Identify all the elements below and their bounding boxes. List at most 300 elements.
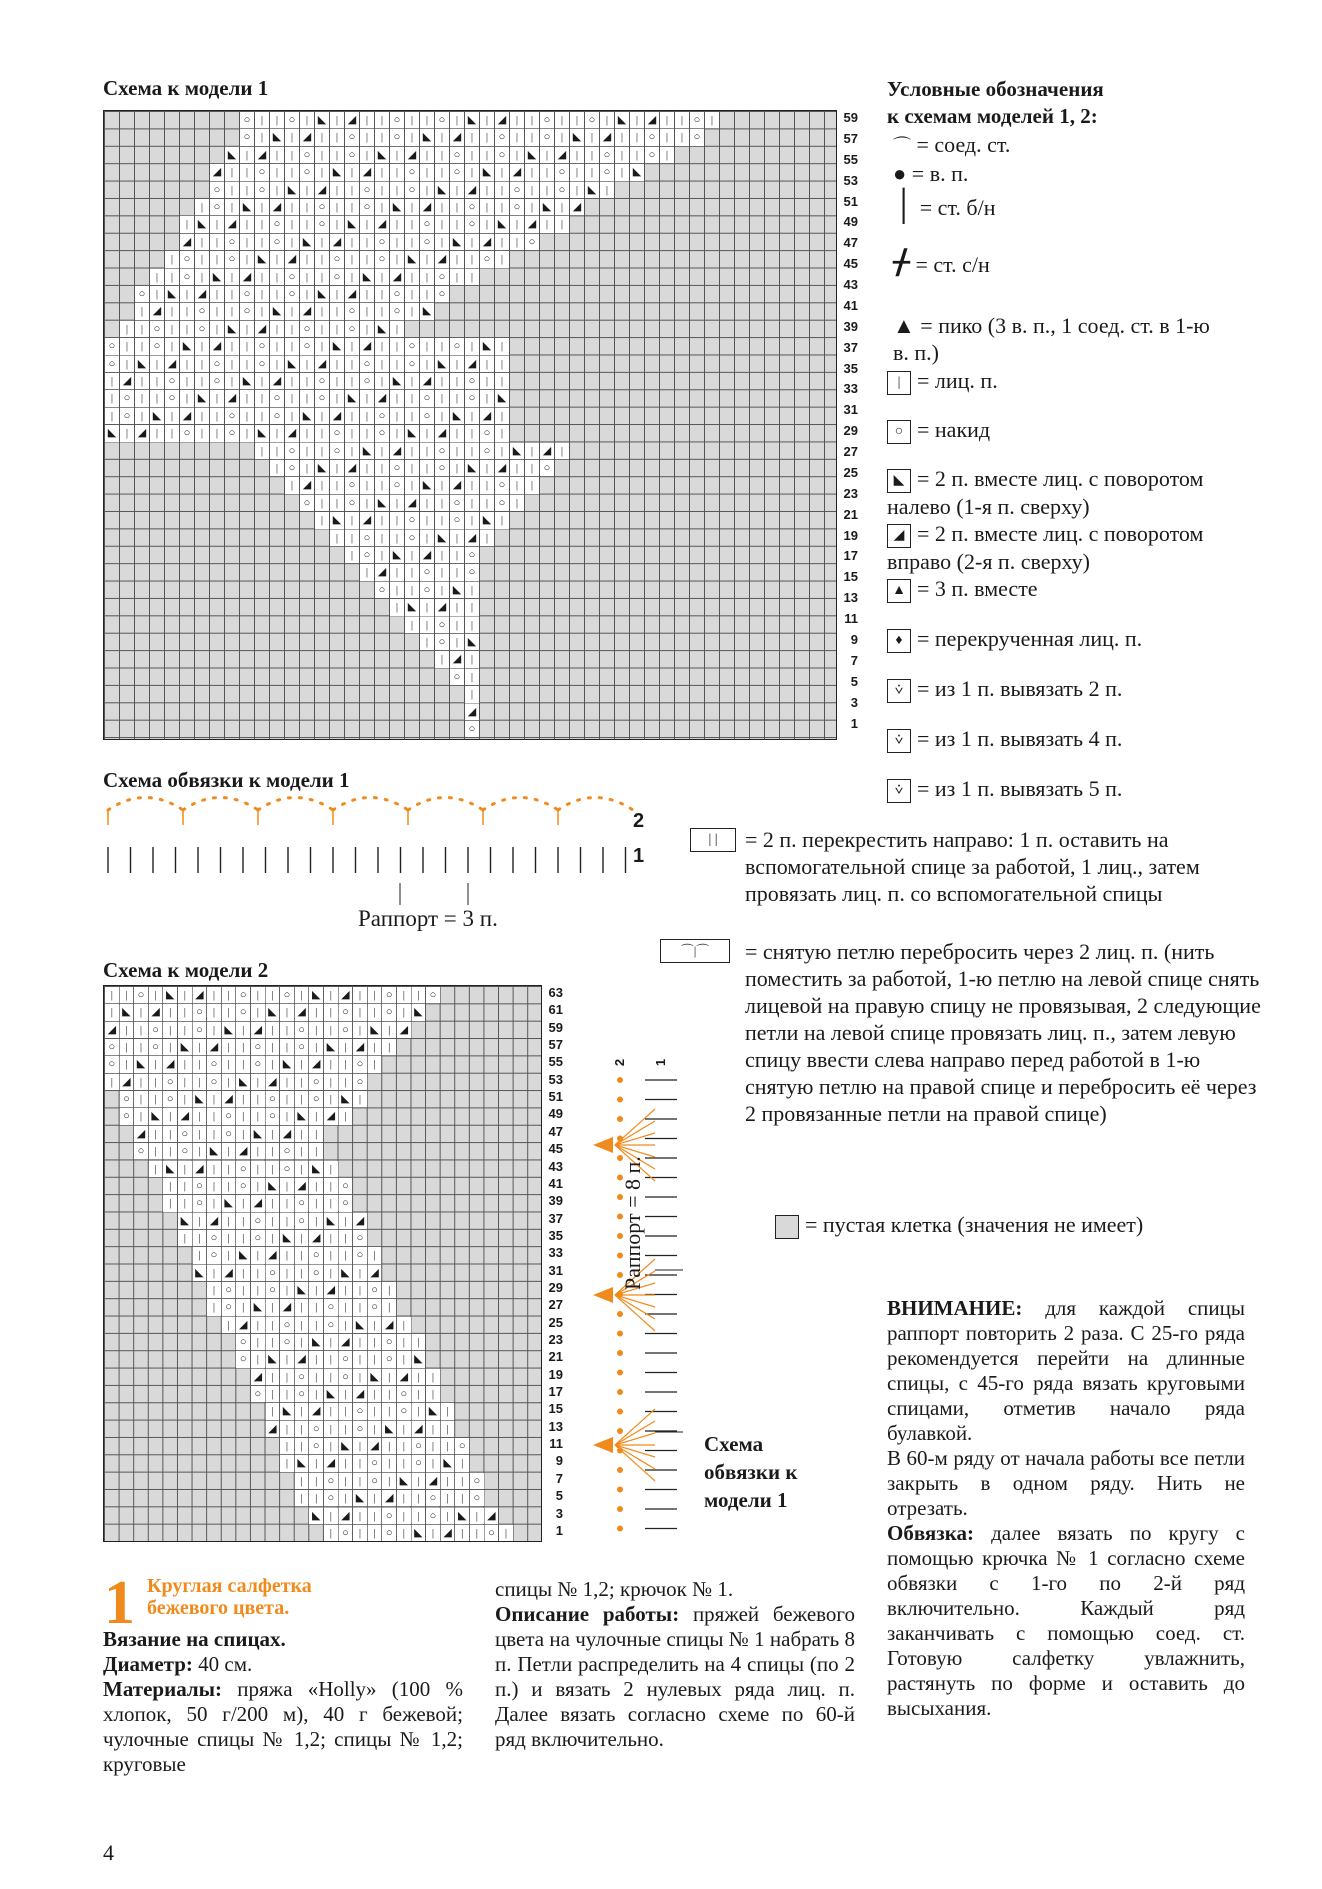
chart-cell: | — [368, 1056, 382, 1072]
description-label: Описание работы: — [495, 1602, 680, 1626]
chart-cell: ◣ — [426, 1403, 440, 1419]
chart-cell: | — [390, 234, 404, 250]
chart-cell: ◣ — [375, 321, 389, 337]
chart-cell: | — [375, 338, 389, 354]
row-number: 43 — [548, 1158, 563, 1174]
chart-cell: | — [510, 129, 524, 145]
chart-cell: | — [353, 1455, 367, 1471]
chart-cell: | — [353, 1351, 367, 1367]
chart-cell: | — [255, 303, 269, 319]
chart-cell: ○ — [435, 269, 449, 285]
row-number: 45 — [843, 256, 858, 272]
chart-cell: | — [660, 129, 674, 145]
chart-cell: | — [324, 1508, 338, 1524]
chart-cell: | — [390, 147, 404, 163]
chart-cell: ○ — [465, 721, 479, 737]
chart-cell: | — [295, 1056, 309, 1072]
chart-cell: ◢ — [465, 530, 479, 546]
chart-cell: ○ — [193, 1022, 207, 1038]
chart-cell: ◢ — [339, 987, 353, 1003]
chart-cell: ○ — [465, 199, 479, 215]
row-number: 15 — [548, 1401, 563, 1417]
chart-cell: | — [375, 199, 389, 215]
chart-cell: | — [441, 1508, 455, 1524]
chart-cell: | — [251, 1004, 265, 1020]
chart-cell: | — [540, 182, 554, 198]
chart-cell: | — [165, 425, 179, 441]
chart-cell: ◢ — [149, 1004, 163, 1020]
k2tog-right-icon: ◢ — [887, 524, 911, 548]
single-crochet-icon: │ — [893, 189, 915, 222]
chart-cell: ○ — [420, 216, 434, 232]
chart-cell: | — [390, 338, 404, 354]
chart-cell: | — [251, 1074, 265, 1090]
chart-cell: ○ — [375, 234, 389, 250]
chart-cell: | — [339, 1455, 353, 1471]
chart-cell: | — [330, 356, 344, 372]
chart-cell: ◢ — [255, 147, 269, 163]
chart-cell: ○ — [280, 1334, 294, 1350]
chart-cell: | — [315, 495, 329, 511]
chart-cell: ○ — [300, 321, 314, 337]
chart-cell: | — [330, 495, 344, 511]
row-number: 19 — [548, 1366, 563, 1382]
legend-text: = лиц. п. — [917, 368, 998, 393]
chart-cell: ○ — [207, 1230, 221, 1246]
chart-cell: | — [207, 1022, 221, 1038]
chart-cell: ○ — [382, 1525, 396, 1541]
legend-item-k2tog-right — [887, 520, 1247, 575]
chart-cell: ◢ — [345, 460, 359, 476]
chart-cell: | — [405, 199, 419, 215]
chart-cell: ○ — [330, 251, 344, 267]
chart-cell: | — [285, 408, 299, 424]
chart-cell: | — [615, 129, 629, 145]
chart-cell: | — [236, 1126, 250, 1142]
chart-cell: | — [207, 1178, 221, 1194]
chart-cell: ◢ — [435, 251, 449, 267]
chart-cell: ○ — [178, 1126, 192, 1142]
chart-cell: ○ — [390, 112, 404, 128]
chart-cell: ○ — [225, 251, 239, 267]
chart-cell: | — [330, 530, 344, 546]
chart-cell: | — [397, 1490, 411, 1506]
row-number: 47 — [843, 235, 858, 251]
chart-cell: ○ — [120, 1108, 134, 1124]
chart-cell: | — [345, 199, 359, 215]
chart-cell: ◢ — [397, 1369, 411, 1385]
chart-cell: | — [324, 1004, 338, 1020]
chart-cell: ◣ — [225, 147, 239, 163]
chart-cell: ○ — [600, 147, 614, 163]
chart-cell: | — [435, 216, 449, 232]
chart-cell: | — [405, 269, 419, 285]
legend-item-k3tog — [887, 575, 1038, 603]
chart-cell: | — [525, 112, 539, 128]
chart-cell: | — [195, 425, 209, 441]
chart-cell: | — [330, 147, 344, 163]
chart-cell: | — [295, 1421, 309, 1437]
chart-cell: ○ — [210, 199, 224, 215]
chart-cell: ○ — [405, 512, 419, 528]
chart-cell: | — [251, 1091, 265, 1107]
chart-cell: ◣ — [345, 216, 359, 232]
chart-cell: | — [134, 1004, 148, 1020]
chart1-title: Схема к модели 1 — [103, 76, 269, 100]
chart-cell: | — [324, 1421, 338, 1437]
chart-cell: ○ — [315, 199, 329, 215]
chart-cell: | — [105, 1074, 119, 1090]
chart-cell: ◢ — [324, 1282, 338, 1298]
chart-cell: | — [420, 182, 434, 198]
chart-cell: | — [382, 1455, 396, 1471]
chart-cell: ○ — [426, 1490, 440, 1506]
chart-cell: ○ — [645, 147, 659, 163]
chart-cell: | — [368, 1403, 382, 1419]
chart-cell: | — [390, 390, 404, 406]
chart-cell: | — [405, 582, 419, 598]
chart-cell: | — [225, 303, 239, 319]
chart-cell: | — [236, 1056, 250, 1072]
chart-cell: | — [455, 1525, 469, 1541]
chart-cell: | — [525, 477, 539, 493]
chart-cell: | — [339, 1299, 353, 1315]
chart-cell: | — [480, 460, 494, 476]
row-number: 55 — [843, 151, 858, 167]
chart-cell: | — [280, 1091, 294, 1107]
chart-cell: ○ — [390, 460, 404, 476]
chart-cell: ◣ — [360, 269, 374, 285]
chart-cell: | — [120, 1039, 134, 1055]
chart-cell: | — [266, 1334, 280, 1350]
chart-cell: ○ — [360, 199, 374, 215]
chart-cell: | — [135, 390, 149, 406]
chart-cell: | — [163, 1143, 177, 1159]
chart-cell: ◢ — [150, 303, 164, 319]
edging-dot — [617, 1526, 623, 1532]
chart-cell: ◣ — [405, 599, 419, 615]
chart-cell: | — [309, 1126, 323, 1142]
chart-cell: | — [397, 1317, 411, 1333]
chart-cell: ○ — [345, 495, 359, 511]
chart-cell: ◢ — [450, 477, 464, 493]
chart-cell: | — [195, 251, 209, 267]
chart-cell: ○ — [300, 147, 314, 163]
chart-cell: | — [280, 1022, 294, 1038]
chart-cell: | — [495, 164, 509, 180]
chart-cell: | — [324, 1438, 338, 1454]
legend-text: = пико (3 в. п., 1 соед. ст. в 1-ю в. п.) — [893, 313, 1210, 365]
chart-cell: | — [315, 269, 329, 285]
chart-cell: ○ — [309, 1074, 323, 1090]
chart-cell: ◣ — [225, 321, 239, 337]
chart-cell: | — [300, 443, 314, 459]
chart-cell: ○ — [405, 530, 419, 546]
chart-cell: ◣ — [324, 1039, 338, 1055]
chart-cell: ◣ — [222, 1195, 236, 1211]
chart-cell: | — [225, 373, 239, 389]
chart-cell: | — [163, 1195, 177, 1211]
chart-cell: ◣ — [360, 443, 374, 459]
chart-cell: | — [525, 182, 539, 198]
chart-cell: ◢ — [280, 1299, 294, 1315]
row-number: 9 — [555, 1453, 563, 1469]
chart-cell: ○ — [353, 1074, 367, 1090]
chart-cell: | — [225, 356, 239, 372]
chart-cell: | — [324, 1161, 338, 1177]
row-number: 59 — [843, 110, 858, 125]
chart-cell: ○ — [295, 1195, 309, 1211]
chart-cell: | — [570, 182, 584, 198]
chart-cell: | — [435, 129, 449, 145]
chart-cell: | — [285, 373, 299, 389]
chart-cell: | — [236, 1091, 250, 1107]
chart-cell: ○ — [495, 477, 509, 493]
legend-item-inc4 — [887, 725, 1122, 753]
chart-cell: ◢ — [405, 495, 419, 511]
chart-cell: | — [251, 1351, 265, 1367]
chart-cell: ○ — [309, 1091, 323, 1107]
chart-cell: | — [255, 112, 269, 128]
chart-cell: | — [368, 1351, 382, 1367]
chart-cell: | — [495, 408, 509, 424]
chart-cell: | — [222, 1247, 236, 1263]
chart2-row-numbers — [541, 985, 571, 1545]
chart-cell: | — [149, 1143, 163, 1159]
chart-cell: | — [225, 199, 239, 215]
chart-cell: ◢ — [570, 199, 584, 215]
chart-cell: ○ — [149, 1022, 163, 1038]
model-title-line2: бежевого цвета. — [147, 1597, 290, 1619]
chart-cell: | — [280, 1247, 294, 1263]
chart-cell: ○ — [240, 286, 254, 302]
chart-cell: | — [309, 1490, 323, 1506]
chart-cell: | — [450, 251, 464, 267]
chart-cell: | — [280, 1421, 294, 1437]
chart-cell: | — [270, 321, 284, 337]
chart-cell: ◢ — [240, 269, 254, 285]
chart-cell: | — [178, 1074, 192, 1090]
k2tog-left-icon: ◣ — [887, 469, 911, 493]
row-number: 3 — [555, 1505, 563, 1521]
chart-cell: ◣ — [368, 1369, 382, 1385]
chart-cell: ○ — [525, 234, 539, 250]
model-technique: Вязание на спицах. — [103, 1627, 286, 1651]
chart-cell: | — [150, 425, 164, 441]
legend-text: = перекрученная лиц. п. — [917, 626, 1143, 651]
chart-cell: | — [705, 112, 719, 128]
chart-cell: ◢ — [225, 390, 239, 406]
chart-cell: | — [178, 1022, 192, 1038]
chart-cell: ◢ — [135, 425, 149, 441]
chart-cell: ○ — [150, 338, 164, 354]
chart-cell: | — [382, 1022, 396, 1038]
chart-cell: | — [285, 129, 299, 145]
chart-cell: ○ — [300, 338, 314, 354]
chart-cell: | — [266, 987, 280, 1003]
chart-cell: ○ — [465, 390, 479, 406]
chart-cell: | — [615, 147, 629, 163]
chart-cell: | — [255, 216, 269, 232]
edging-dot — [617, 1350, 623, 1356]
chart-cell: | — [222, 1317, 236, 1333]
chart-cell: ◢ — [315, 356, 329, 372]
attention-text: для каждой спицы раппорт повторить 2 раза. С 25-го ряда рекомендуется перейти на длинные спицы, с 45-го ряда вязать круговыми спицами, отметив начало ряда булавкой. — [887, 1296, 1246, 1445]
chart-cell: ◢ — [134, 1126, 148, 1142]
chart-cell: | — [397, 1351, 411, 1367]
chart-cell: | — [315, 129, 329, 145]
chart-cell: ○ — [435, 460, 449, 476]
chart-cell: ○ — [339, 1178, 353, 1194]
chart-cell: | — [540, 147, 554, 163]
chart-cell: ○ — [255, 164, 269, 180]
chart-cell: | — [210, 286, 224, 302]
chart-cell: | — [315, 425, 329, 441]
chart-cell: ○ — [149, 1039, 163, 1055]
chart-cell: ○ — [210, 373, 224, 389]
chart-cell: | — [465, 147, 479, 163]
chart-cell: | — [420, 617, 434, 633]
chart-cell: | — [236, 1230, 250, 1246]
chart-cell: | — [180, 390, 194, 406]
chart-cell: ◢ — [390, 443, 404, 459]
chart-cell: | — [525, 164, 539, 180]
chart-cell: | — [195, 356, 209, 372]
pass-over-symbol-icon: ⌒|⌒ — [660, 939, 736, 963]
chart-cell: | — [266, 1369, 280, 1385]
chart-cell: ◣ — [178, 1039, 192, 1055]
chart-cell: ◣ — [300, 408, 314, 424]
chart-cell: | — [353, 1299, 367, 1315]
chart-cell: | — [455, 1490, 469, 1506]
legend-title-line2: к схемам моделей 1, 2: — [887, 104, 1098, 128]
model-title-line1: Круглая салфетка — [147, 1575, 312, 1597]
chart-cell: | — [353, 1265, 367, 1281]
chart-cell: ○ — [339, 1004, 353, 1020]
chart-cell: ○ — [495, 147, 509, 163]
chart-cell: ○ — [266, 1265, 280, 1281]
chart-cell: ○ — [375, 582, 389, 598]
chart-cell: ◣ — [163, 987, 177, 1003]
chart-cell: | — [295, 1230, 309, 1246]
chart-cell: ◣ — [285, 182, 299, 198]
chart-cell: | — [330, 477, 344, 493]
chart-cell: | — [465, 669, 479, 685]
chart-cell: ◣ — [178, 1213, 192, 1229]
chart-cell: | — [222, 1004, 236, 1020]
chart-cell: | — [309, 1195, 323, 1211]
chart-cell: ◣ — [435, 530, 449, 546]
chart-cell: | — [210, 321, 224, 337]
legend-text: = пустая клетка (значения не имеет) — [805, 1212, 1144, 1237]
chart-cell: ○ — [324, 1473, 338, 1489]
chart-cell: | — [270, 112, 284, 128]
chart-cell: | — [390, 582, 404, 598]
chart-cell: | — [207, 1108, 221, 1124]
chart-cell: | — [270, 460, 284, 476]
chart-cell: | — [300, 112, 314, 128]
chart-cell: ◣ — [510, 443, 524, 459]
chart-cell: | — [382, 1403, 396, 1419]
chart-cell: | — [165, 338, 179, 354]
chart-cell: | — [420, 495, 434, 511]
chart-cell: | — [510, 477, 524, 493]
chart-cell: | — [105, 408, 119, 424]
chart-cell: ◣ — [309, 1161, 323, 1177]
chart-cell: ◢ — [210, 338, 224, 354]
chart-cell: ○ — [339, 1022, 353, 1038]
chart-cell: ◢ — [600, 129, 614, 145]
chart-cell: | — [330, 286, 344, 302]
chart-cell: | — [339, 1247, 353, 1263]
chart-cell: | — [382, 1369, 396, 1385]
chart-cell: ○ — [222, 1282, 236, 1298]
chart-cell: | — [339, 1282, 353, 1298]
chart-cell: | — [441, 1490, 455, 1506]
chart-cell: | — [368, 1039, 382, 1055]
chart-cell: | — [345, 338, 359, 354]
row-number: 23 — [548, 1332, 563, 1347]
chart-cell: | — [120, 1022, 134, 1038]
chart-cell: ○ — [600, 164, 614, 180]
chart-cell: ○ — [435, 443, 449, 459]
legend-item-k2tog-left — [887, 465, 1247, 520]
chart-cell: ○ — [270, 408, 284, 424]
chart-cell: | — [105, 1004, 119, 1020]
chart-cell: | — [465, 269, 479, 285]
chart-cell: | — [236, 1213, 250, 1229]
chart-cell: | — [180, 216, 194, 232]
chart-cell: | — [360, 286, 374, 302]
chart-cell: | — [405, 443, 419, 459]
chart-cell: ◣ — [390, 199, 404, 215]
chart-cell: | — [345, 356, 359, 372]
chart-cell: ○ — [280, 1161, 294, 1177]
chart-cell: ○ — [266, 1282, 280, 1298]
chart-cell: | — [420, 599, 434, 615]
chart-cell: ○ — [360, 547, 374, 563]
chart-cell: | — [450, 599, 464, 615]
chart-cell: | — [324, 1195, 338, 1211]
chart-cell: ○ — [270, 234, 284, 250]
chart-cell: ○ — [251, 1386, 265, 1402]
chart-cell: ◣ — [480, 338, 494, 354]
chart-cell: | — [120, 1056, 134, 1072]
chart-cell: ○ — [368, 1299, 382, 1315]
chart-cell: | — [195, 234, 209, 250]
edging-dot — [617, 1077, 623, 1083]
chart-cell: | — [480, 199, 494, 215]
chart-cell: | — [345, 234, 359, 250]
chart-cell: ○ — [324, 1317, 338, 1333]
chart-cell: | — [180, 321, 194, 337]
chart-cell: ○ — [555, 182, 569, 198]
chart-cell: | — [180, 373, 194, 389]
chart-cell: | — [255, 286, 269, 302]
chart-cell: | — [280, 1195, 294, 1211]
chart-cell: ○ — [480, 443, 494, 459]
chart-cell: | — [450, 112, 464, 128]
chart-cell: | — [339, 1039, 353, 1055]
chart-cell: | — [353, 987, 367, 1003]
chart-cell: ◣ — [315, 112, 329, 128]
fan-stroke — [615, 1445, 655, 1469]
chart-cell: ○ — [353, 1230, 367, 1246]
chart-cell: | — [178, 1056, 192, 1072]
chart-cell: | — [412, 987, 426, 1003]
chart-cell: | — [390, 182, 404, 198]
chart-cell: | — [397, 1508, 411, 1524]
